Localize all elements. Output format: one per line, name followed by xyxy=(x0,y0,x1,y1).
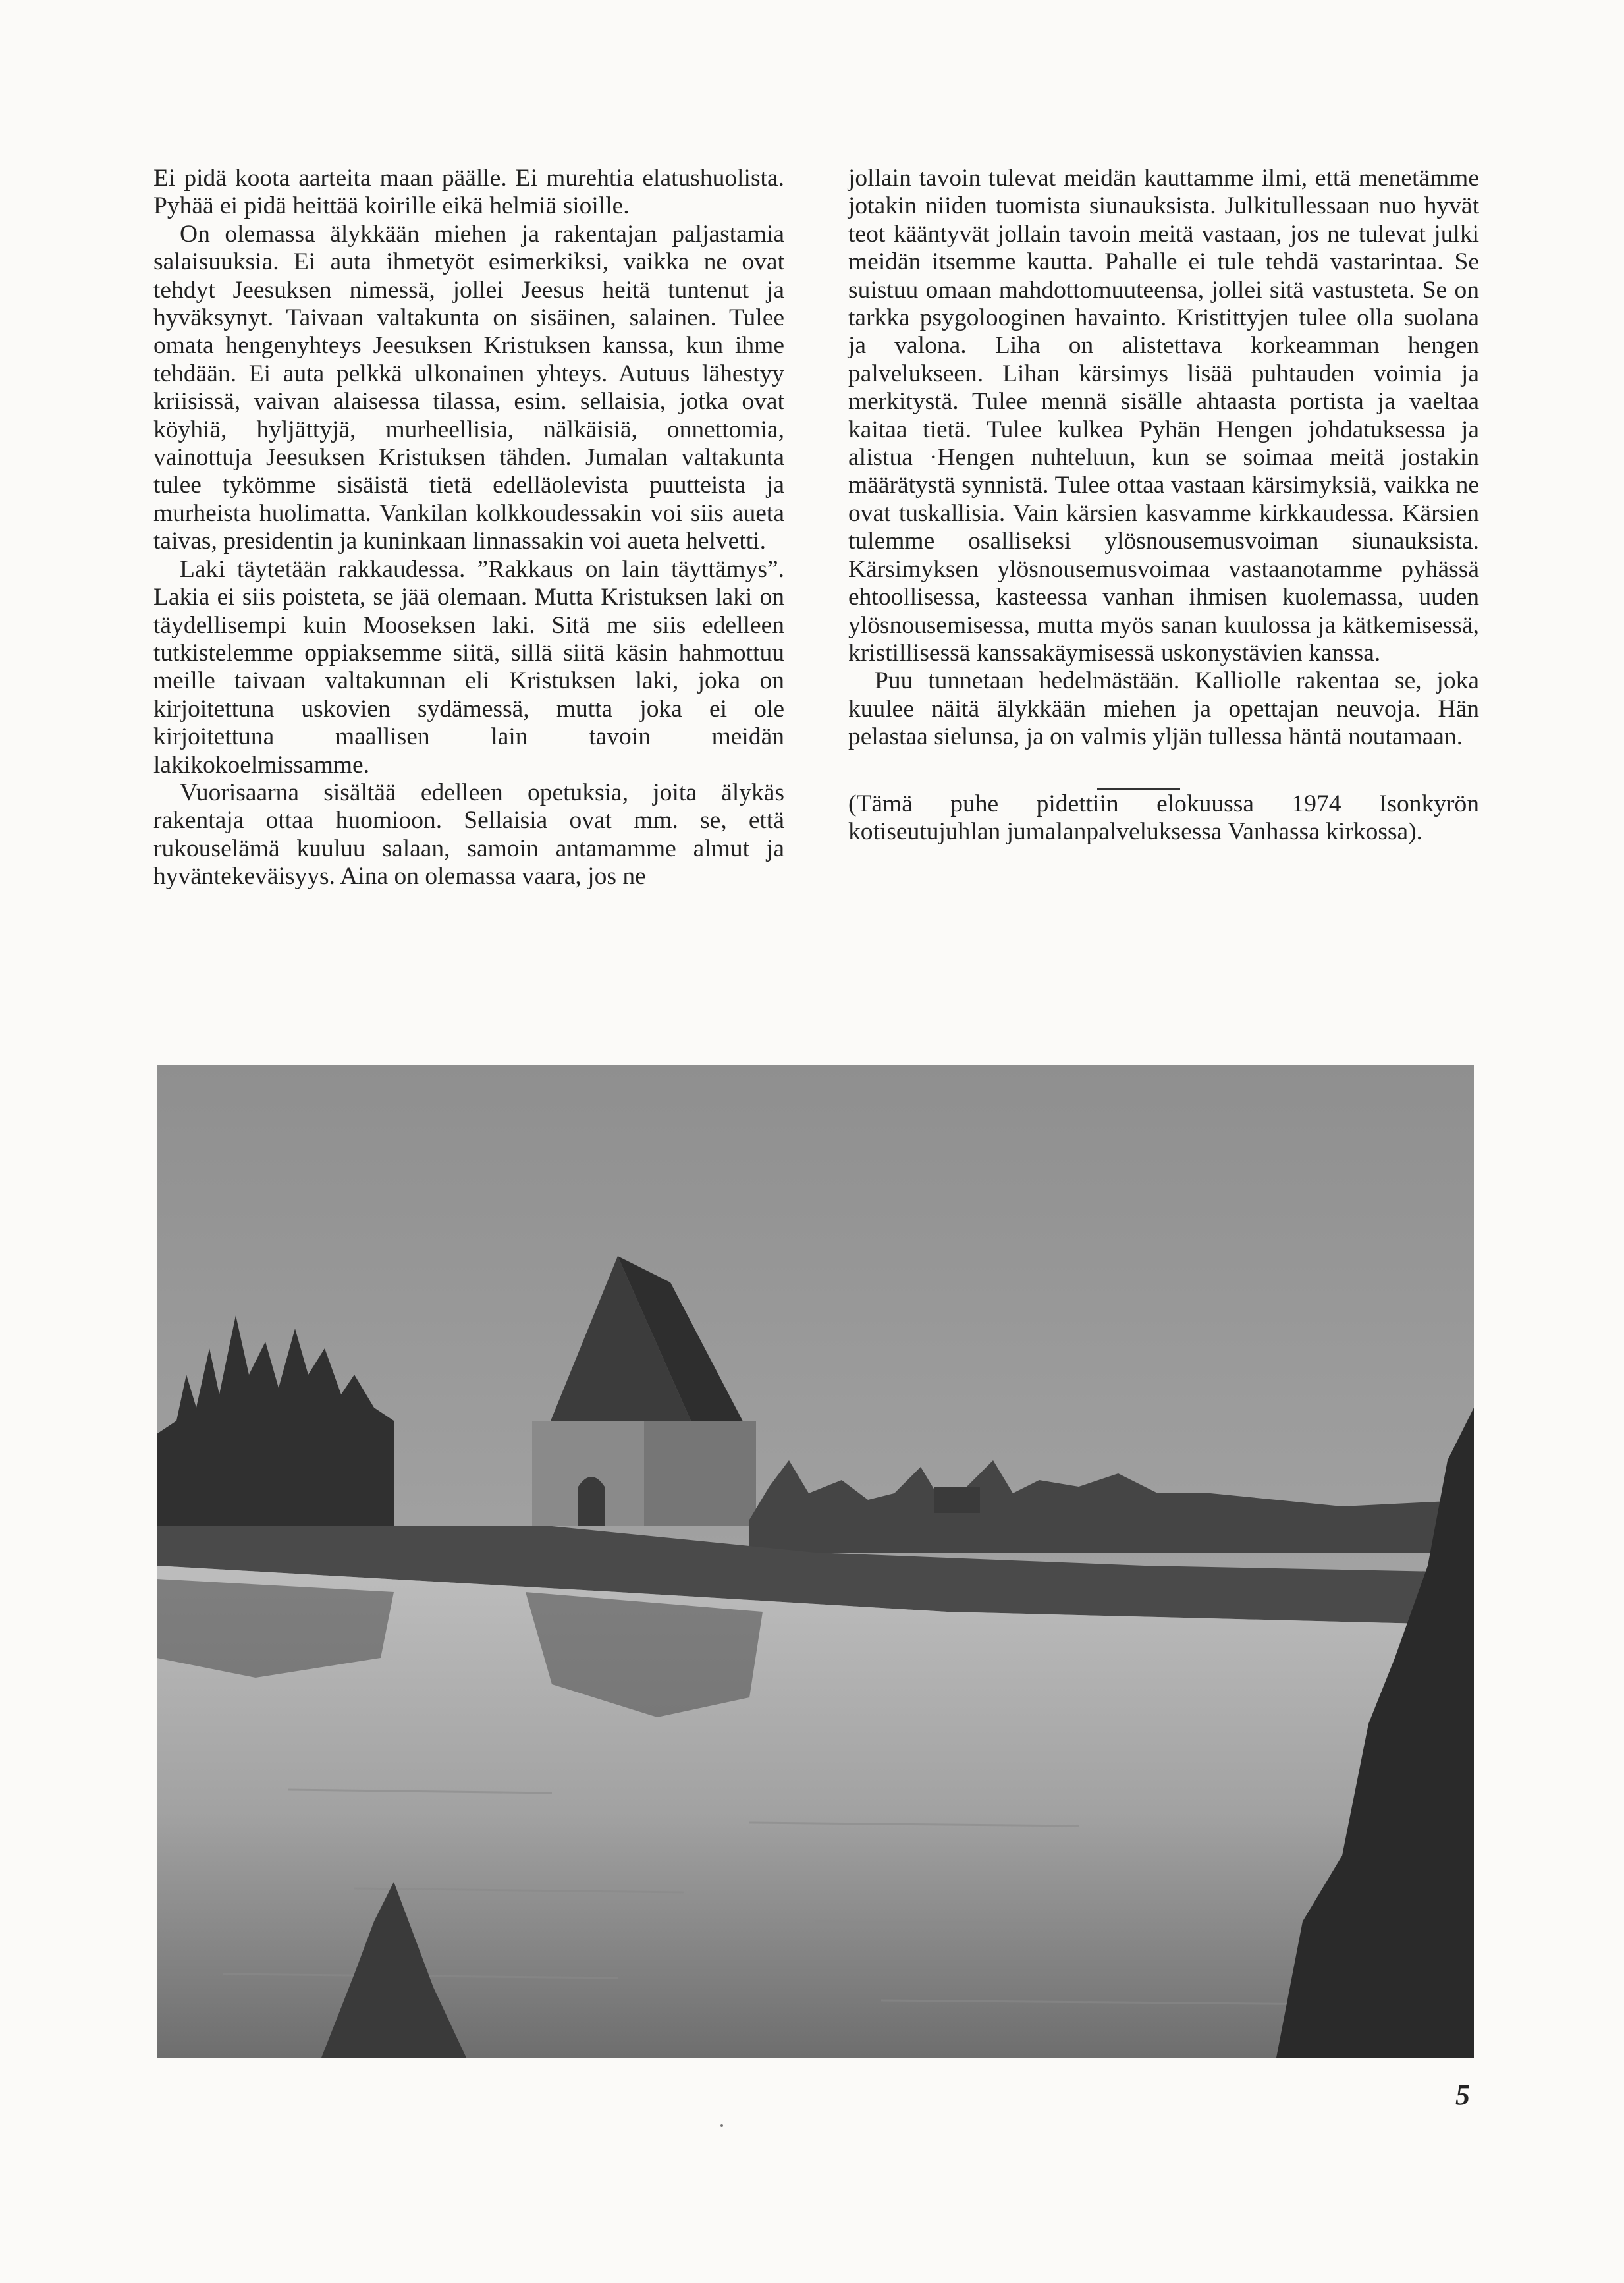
dust-speck xyxy=(720,2124,723,2127)
paragraph: Puu tunnetaan hedelmästään. Kalliolle rakentaa se, joka kuulee näitä älykkään miehen ja opettajan neuvoja. Hän pelastaa sielunsa, ja on valmis yljän tullessa häntä noutamaan. xyxy=(848,667,1479,751)
paragraph: Laki täytetään rakkaudessa. ”Rakkaus on lain täyttämys”. Lakia ei siis poisteta, se jää olemaan. Mutta Kristuksen laki on täydellisempi kuin Mooseksen laki. Sitä me siis edelleen tutkistelemme oppiaksemme siitä, sillä siitä käsin hahmottuu meille taivaan valtakunnan eli Kristuksen laki, joka on kirjoitettuna uskovien sydämessä, mutta joka ei ole kirjoitettuna maallisen lain tavoin meidän lakikokoelmissamme. xyxy=(153,555,784,779)
church-landscape-image xyxy=(157,1065,1474,2058)
paragraph: Vuorisaarna sisältää edelleen opetuksia, joita älykäs rakentaja ottaa huomioon. Sellaisia ovat mm. se, että rukouselämä kuuluu salaan, samoin antamamme almut ja hyväntekeväisyys. Aina on olemassa vaara, jos ne xyxy=(153,779,784,891)
paragraph: On olemassa älykkään miehen ja rakentajan paljastamia salaisuuksia. Ei auta ihmetyöt esimerkiksi, vaikka ne ovat tehdyt Jeesuksen nimessä, jollei Jeesus heitä tuntenut ja hyväksynyt. Taivaan valtakunta on sisäinen, salainen. Tulee omata hengenyhteys Jeesuksen Kristuksen kanssa, kun ihme tehdään. Ei auta pelkkä ulkonainen yhteys. Autuus lähestyy kriisissä, vaivan alaisessa tilassa, esim. sellaisia, jotka ovat köyhiä, hyljättyjä, murheellisia, nälkäisiä, onnettomia, vainottuja Jeesuksen Kristuksen tähden. Jumalan valtakunta tulee tykömme sisäistä tietä edelläolevista puutteista ja murheista huolimatta. Vankilan kolkkoudessakin voi siis aueta taivas, presidentin ja kuninkaan linnassakin voi aueta helvetti. xyxy=(153,220,784,555)
left-text-column xyxy=(153,165,784,891)
page-number: 5 xyxy=(1455,2079,1470,2111)
right-text-column xyxy=(848,165,1479,846)
house xyxy=(934,1487,980,1513)
paragraph: Ei pidä koota aarteita maan päälle. Ei murehtia elatushuolista. Pyhää ei pidä heittää koirille eikä helmiä sioille. xyxy=(153,165,784,220)
footnote: (Tämä puhe pidettiin elokuussa 1974 Isonkyrön kotiseutujuhlan jumalanpalveluksessa Vanhassa kirkossa). xyxy=(848,790,1479,845)
church-photo xyxy=(157,1065,1474,2058)
paragraph: jollain tavoin tulevat meidän kauttamme ilmi, että menetämme jotakin niiden tuomista siunauksista. Julkitullessaan nuo hyvät teot kääntyvät jollain tavoin meitä vastaan, jos ne tulevat julki meidän itsemme kautta. Pahalle ei tule tehdä vastarintaa. Se suistuu omaan mahdottomuuteensa, jollei sitä vastusteta. Se on tarkka psygolooginen havainto. Kristittyjen tulee olla suolana ja valona. Liha on alistettava korkeamman hengen palvelukseen. Lihan kärsimys lisää puhtauden voimia ja merkitystä. Tulee mennä sisälle ahtaasta portista ja vaeltaa kaitaa tietä. Tulee kulkea Pyhän Hengen johdatuksessa ja alistua ·Hengen nuhteluun, kun se soimaa meitä jostakin määrätystä synnistä. Tulee ottaa vastaan kärsimyksiä, vaikka ne ovat tuskallisia. Vain kärsien kasvamme kirkkaudessa. Kärsien tulemme osalliseksi ylösnousemusvoiman siunauksista. Kärsimyksen ylösnousemusvoimaa vastaanotamme pyhässä ehtoollisessa, kasteessa vanhan ihmisen kuolemassa, uuden ylösnousemisessa, mutta myös sanan kuulossa ja kätkemisessä, kristillisessä kanssakäymisessä uskonystävien kanssa. xyxy=(848,165,1479,667)
